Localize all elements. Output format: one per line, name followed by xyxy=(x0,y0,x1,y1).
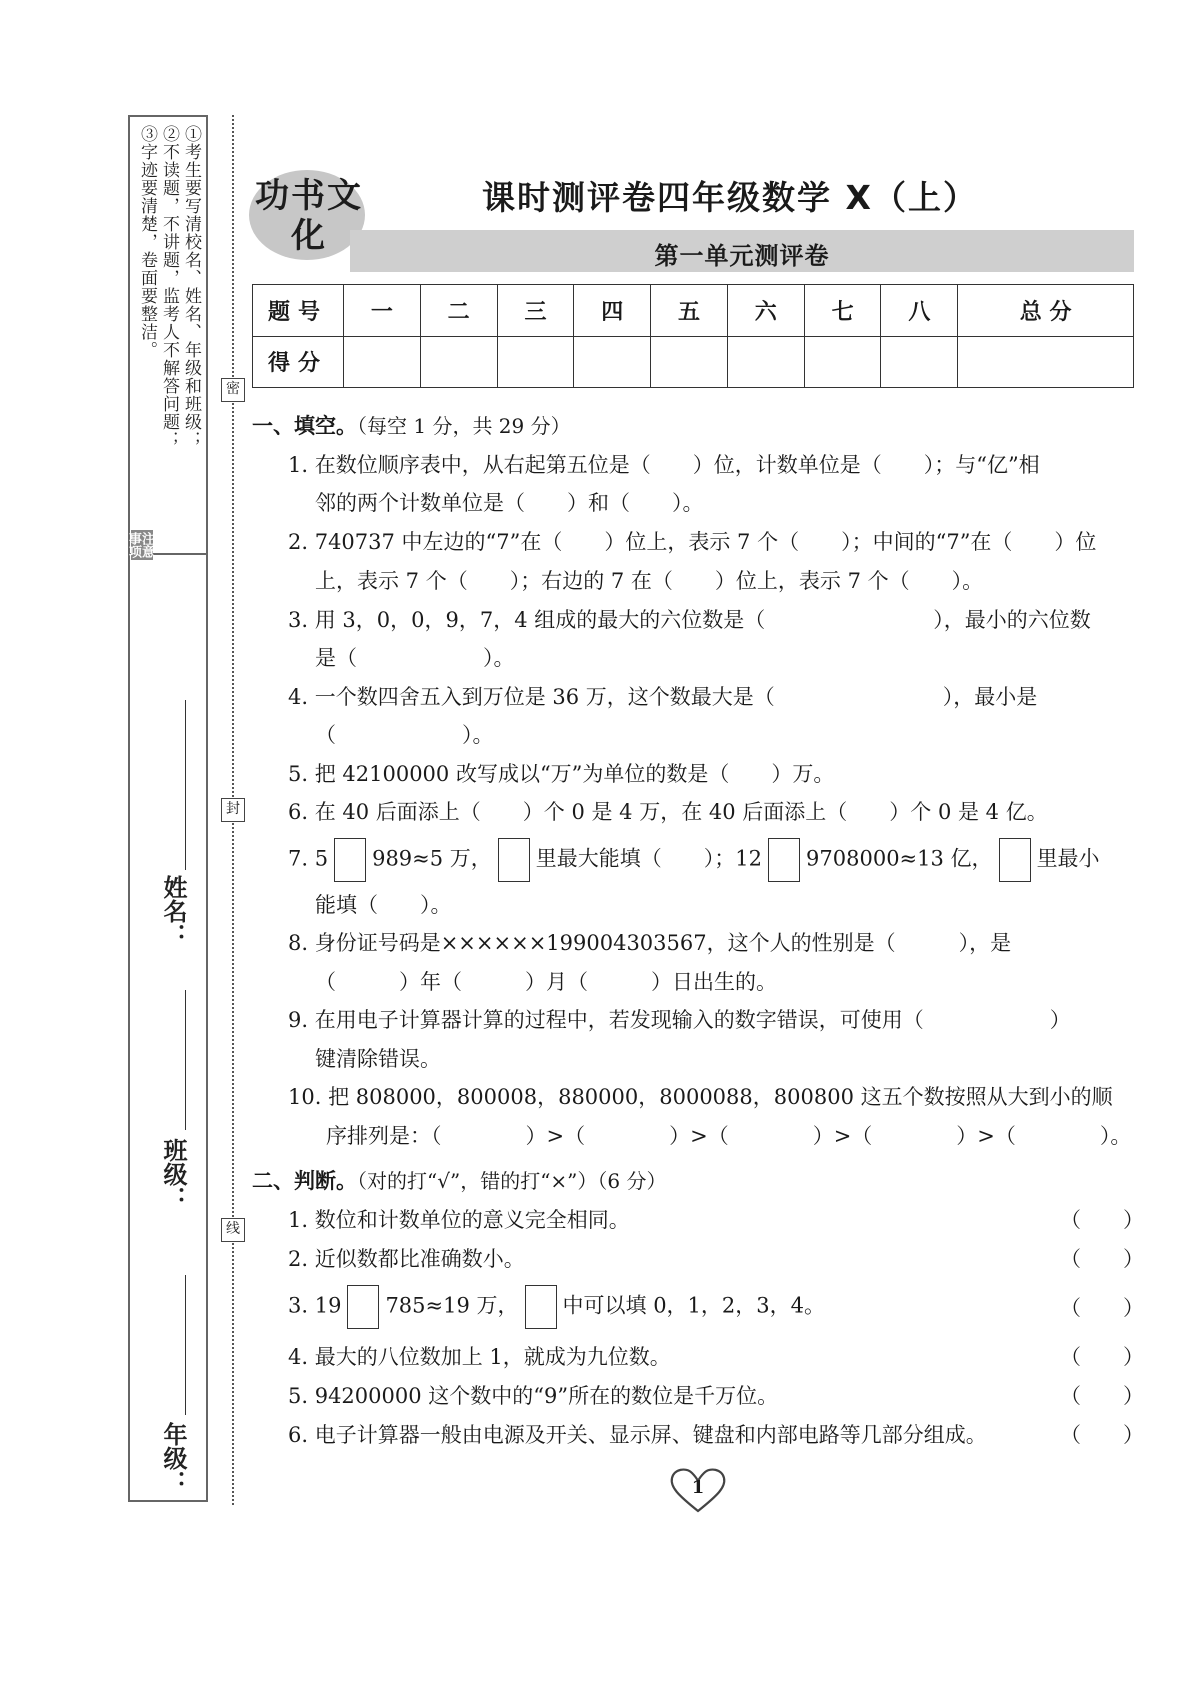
score-cell[interactable] xyxy=(958,336,1134,388)
score-col-7: 七 xyxy=(804,285,881,337)
blank-box[interactable] xyxy=(768,838,800,882)
question-8-line-2: （ ）年（ ）月（ ）日出生的。 xyxy=(315,970,777,994)
question-8-line-1: 8. 身份证号码是××××××199004303567，这个人的性别是（ ），是 xyxy=(288,931,1012,955)
seal-feng: 封 xyxy=(221,798,245,822)
answer-paren[interactable]: （ ） xyxy=(1060,1208,1144,1232)
question-10-line-2: 序排列是：（ ）>（ ）>（ ）>（ ）>（ ）。 xyxy=(326,1124,1132,1148)
question-7-line-2: 能填（ ）。 xyxy=(315,893,452,917)
q7-part-3: 里最大能填（ ）；12 xyxy=(535,846,763,871)
question-3-line-1: 3. 用 3，0，0，9，7，4 组成的最大的六位数是（ ），最小的六位数 xyxy=(288,608,1091,632)
question-2-line-2: 上，表示 7 个（ ）；右边的 7 在（ ）位上，表示 7 个（ ）。 xyxy=(315,569,984,593)
score-table xyxy=(252,284,1134,388)
j3-part-2: 785≈19 万， xyxy=(385,1293,519,1318)
page-subtitle: 第一单元测评卷 xyxy=(654,242,830,270)
score-header-row xyxy=(253,285,1134,337)
section2-heading xyxy=(252,1165,666,1195)
name-field-label: 姓名： xyxy=(159,875,187,947)
blank-box[interactable] xyxy=(525,1285,557,1329)
score-cell[interactable] xyxy=(497,336,574,388)
score-col-4: 四 xyxy=(574,285,651,337)
judge-item-3 xyxy=(288,1285,825,1329)
answer-paren[interactable]: （ ） xyxy=(1060,1247,1144,1271)
answer-paren[interactable]: （ ） xyxy=(1060,1345,1144,1369)
name-field-line[interactable] xyxy=(185,700,186,870)
score-cell[interactable] xyxy=(727,336,804,388)
note-line-3: ③字迹要清楚，卷面要整洁。 xyxy=(137,125,157,359)
note-line-1: ①考生要写清校名、姓名、年级和班级； xyxy=(181,125,201,449)
question-7-line-1 xyxy=(288,838,1100,882)
score-col-6: 六 xyxy=(727,285,804,337)
grade-field-line[interactable] xyxy=(185,1275,186,1415)
judge-item-2: 2. 近似数都比准确数小。 xyxy=(288,1247,525,1271)
seal-xian: 线 xyxy=(221,1218,245,1242)
judge-item-1: 1. 数位和计数单位的意义完全相同。 xyxy=(288,1208,630,1232)
question-4-line-1: 4. 一个数四舍五入到万位是 36 万，这个数最大是（ ），最小是 xyxy=(288,685,1038,709)
section1-note: （每空 1 分，共 29 分） xyxy=(357,414,571,438)
answer-paren[interactable]: （ ） xyxy=(1060,1384,1144,1408)
question-2-line-1: 2. 740737 中左边的“7”在（ ）位上，表示 7 个（ ）；中间的“7”在（ ）位 xyxy=(288,530,1097,554)
answer-paren[interactable]: （ ） xyxy=(1060,1423,1144,1447)
question-9-line-2: 键清除错误。 xyxy=(315,1047,441,1071)
score-cell[interactable] xyxy=(804,336,881,388)
question-1-line-2: 邻的两个计数单位是（ ）和（ ）。 xyxy=(315,491,704,515)
score-cell[interactable] xyxy=(651,336,728,388)
score-cell[interactable] xyxy=(420,336,497,388)
score-col-1: 一 xyxy=(344,285,421,337)
j3-part-1: 3. 19 xyxy=(288,1293,342,1318)
score-col-3: 三 xyxy=(497,285,574,337)
seal-mi: 密 xyxy=(221,378,245,402)
class-field-label: 班级： xyxy=(159,1138,187,1210)
blank-box[interactable] xyxy=(999,838,1031,882)
score-cell[interactable] xyxy=(344,336,421,388)
score-col-5: 五 xyxy=(651,285,728,337)
j3-part-3: 中可以填 0，1，2，3，4。 xyxy=(562,1293,825,1318)
question-1-line-1: 1. 在数位顺序表中，从右起第五位是（ ）位，计数单位是（ ）；与“亿”相 xyxy=(288,453,1040,477)
score-value-head: 得分 xyxy=(253,336,344,388)
blank-box[interactable] xyxy=(334,838,366,882)
question-9-line-1: 9. 在用电子计算器计算的过程中，若发现输入的数字错误，可使用（ ） xyxy=(288,1008,1071,1032)
blank-box[interactable] xyxy=(347,1285,379,1329)
score-cell[interactable] xyxy=(574,336,651,388)
logo-text: 功书文化 xyxy=(255,176,363,256)
judge-item-4: 4. 最大的八位数加上 1，就成为九位数。 xyxy=(288,1345,671,1369)
q7-part-5: 里最小 xyxy=(1036,846,1100,871)
section2-title: 二、判断。 xyxy=(252,1169,357,1193)
notes-label: 注意事项 xyxy=(126,532,154,558)
q7-part-2: 989≈5 万， xyxy=(372,846,492,871)
score-row-head: 题号 xyxy=(253,285,344,337)
class-field-line[interactable] xyxy=(185,990,186,1130)
judge-item-5: 5. 94200000 这个数中的“9”所在的数位是千万位。 xyxy=(288,1384,779,1408)
blank-box[interactable] xyxy=(498,838,530,882)
section1-heading xyxy=(252,410,571,440)
score-col-8: 八 xyxy=(881,285,958,337)
score-value-row xyxy=(253,336,1134,388)
question-5: 5. 把 42100000 改写成以“万”为单位的数是（ ）万。 xyxy=(288,762,835,786)
question-3-line-2: 是（ ）。 xyxy=(315,646,515,670)
judge-item-6: 6. 电子计算器一般由电源及开关、显示屏、键盘和内部电路等几部分组成。 xyxy=(288,1423,987,1447)
question-6: 6. 在 40 后面添上（ ）个 0 是 4 万，在 40 后面添上（ ）个 0 是 4 亿。 xyxy=(288,800,1048,824)
score-col-2: 二 xyxy=(420,285,497,337)
score-cell[interactable] xyxy=(881,336,958,388)
grade-field-label: 年级： xyxy=(159,1422,187,1494)
q7-part-4: 9708000≈13 亿， xyxy=(806,846,993,871)
score-col-total: 总 分 xyxy=(958,285,1134,337)
question-4-line-2: （ ）。 xyxy=(315,723,494,747)
page-number: 1 xyxy=(691,1477,705,1498)
section2-note: （对的打“√”，错的打“×”）（6 分） xyxy=(357,1169,667,1193)
q7-part-1: 7. 5 xyxy=(288,846,329,871)
note-line-2: ②不读题，不讲题，监考人不解答问题； xyxy=(159,125,179,449)
section1-title: 一、填空。 xyxy=(252,414,357,438)
page-title: 课时测评卷四年级数学 X（上） xyxy=(482,178,978,217)
question-10-line-1: 10. 把 808000，800008，880000，8000088，800800 这五个数按照从大到小的顺 xyxy=(288,1085,1113,1109)
answer-paren[interactable]: （ ） xyxy=(1060,1296,1144,1320)
